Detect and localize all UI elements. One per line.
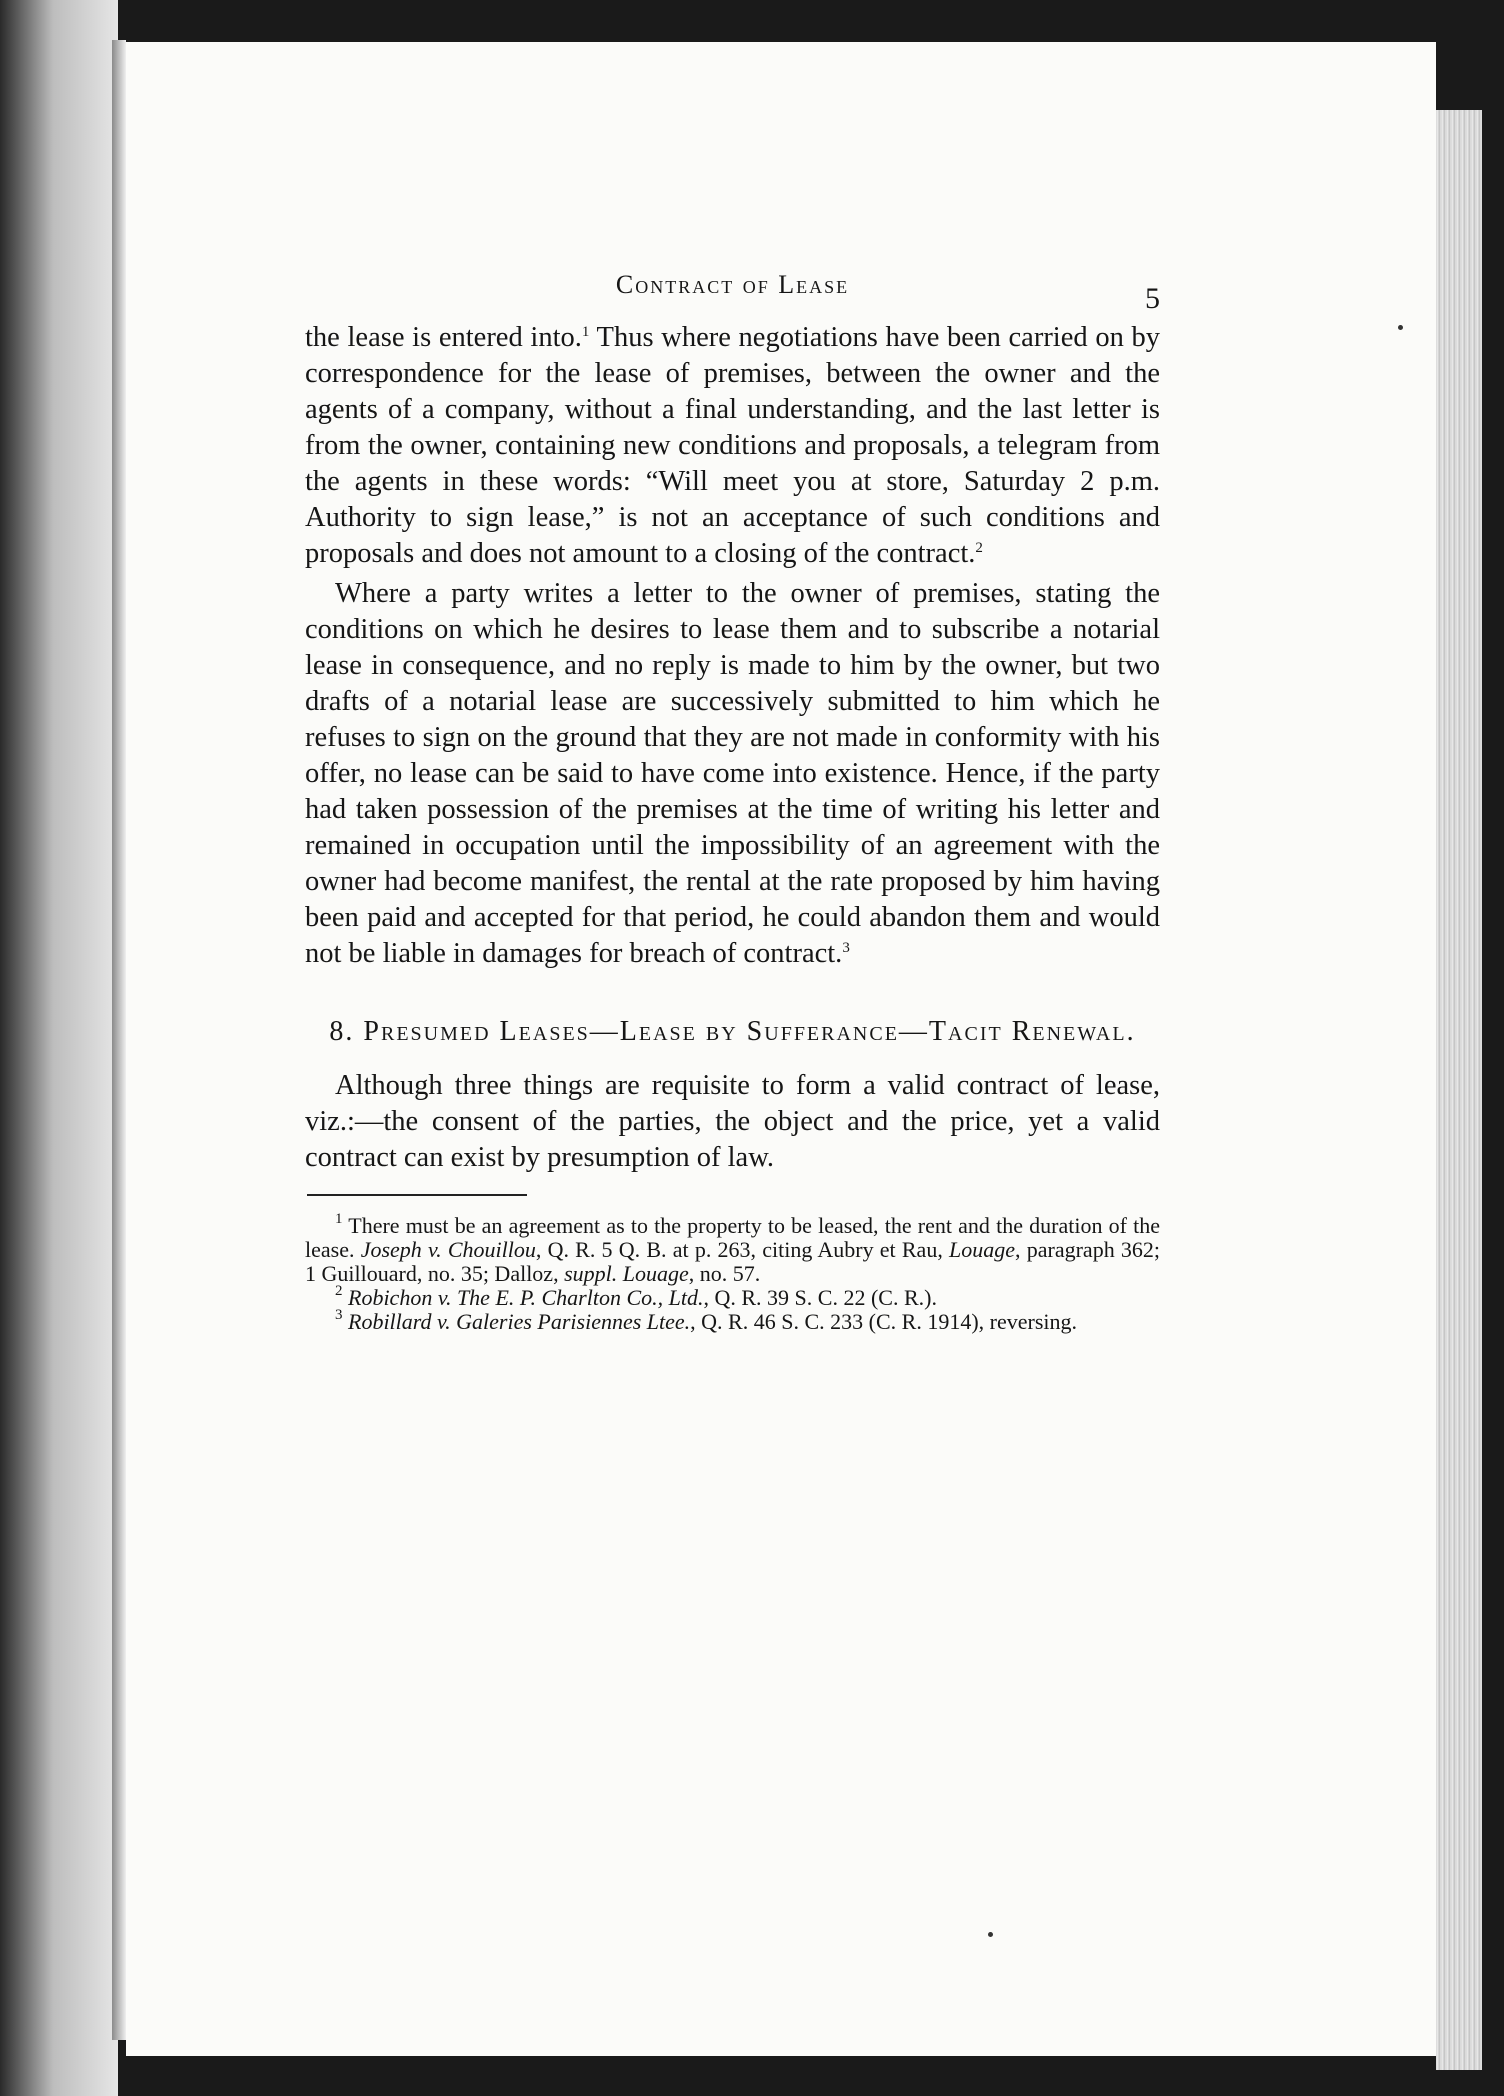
page-content: [305, 270, 1160, 1334]
footnote-reference: 3: [842, 940, 850, 956]
page-block-edge: [1436, 110, 1482, 2070]
text-run: , Q. R. 5 Q. B. at p. 263, citing Aubry et Rau,: [535, 1237, 950, 1262]
footnote-reference: 3: [335, 1307, 343, 1323]
footnote-reference: 2: [975, 540, 983, 556]
footnote-2: [305, 1283, 1160, 1310]
case-citation: Louage: [949, 1237, 1016, 1262]
text-run: , Q. R. 46 S. C. 233 (C. R. 1914), reversing.: [690, 1309, 1077, 1334]
facing-page-edge: [0, 0, 118, 2096]
case-citation: Joseph v. Chouillou: [360, 1237, 536, 1262]
section-heading: 8. Presumed Leases—Lease by Sufferance—Tacit Renewal.: [329, 1016, 1136, 1047]
footnote-rule: [307, 1194, 527, 1196]
text-run: Where a party writes a letter to the owner of premises, stating the conditions on which he desires to lease them and to subscribe a notarial lease in consequence, and no reply is made to him by the owner, but two drafts of a notarial lease are successively submitted to him which he refuses to sign on the ground that they are not made in conformity with his offer, no lease can be said to have come into existence. Hence, if the party had taken possession of the premises at the time of writing his letter and remained in occupation until the impossibility of an agreement with the owner had become manifest, the rental at the rate proposed by him having been paid and accepted for that period, he could abandon them and would not be liable in damages for breach of contract.: [305, 578, 1160, 969]
running-head: Contract of Lease: [615, 270, 850, 299]
page-header: [305, 270, 1160, 320]
speck-mark: [1398, 325, 1403, 330]
text-run: , paragraph 362; 1 Guillouard, no. 35; Dalloz,: [305, 1237, 1161, 1286]
facing-page-gutter: [112, 40, 126, 2040]
speck-mark: [988, 1932, 993, 1937]
text-run: Thus where negotiations have been carried on by correspondence for the lease of premises, between the owner and the agents of a company, without a final understanding, and the last letter is from the owner, containing new conditions and proposals, a telegram from the agents in these words: “Will meet you at store, Saturday 2 p.m. Authority to sign lease,” is not an acceptance of such conditions and proposals and does not amount to a closing of the contract.: [305, 322, 1161, 569]
page-number: 5: [1145, 282, 1160, 315]
case-citation: suppl. Louage: [564, 1261, 689, 1286]
text-run: , Q. R. 39 S. C. 22 (C. R.).: [703, 1285, 937, 1310]
footnote-reference: 1: [335, 1211, 343, 1227]
footnote-reference: 2: [335, 1283, 343, 1299]
footnote-reference: 1: [581, 324, 590, 340]
case-citation: Robichon v. The E. P. Charlton Co., Ltd.: [348, 1285, 704, 1310]
footnote-1: [305, 1211, 1161, 1286]
text-run: There must be an agreement as to the property to be leased, the rent and the duration of the lease.: [305, 1213, 1160, 1262]
text-run: , no. 57.: [688, 1261, 761, 1286]
paragraph-1: [305, 320, 1160, 572]
section-paragraph: Although three things are requisite to form a valid contract of lease, viz.:—the consent of the parties, the object and the price, yet a valid contract can exist by presumption of law.: [305, 1070, 1160, 1173]
text-run: the lease is entered into.: [305, 322, 582, 353]
case-citation: Robillard v. Galeries Parisiennes Ltee.: [348, 1309, 691, 1334]
paragraph-2: [305, 576, 1160, 972]
footnote-3: [305, 1307, 1160, 1334]
